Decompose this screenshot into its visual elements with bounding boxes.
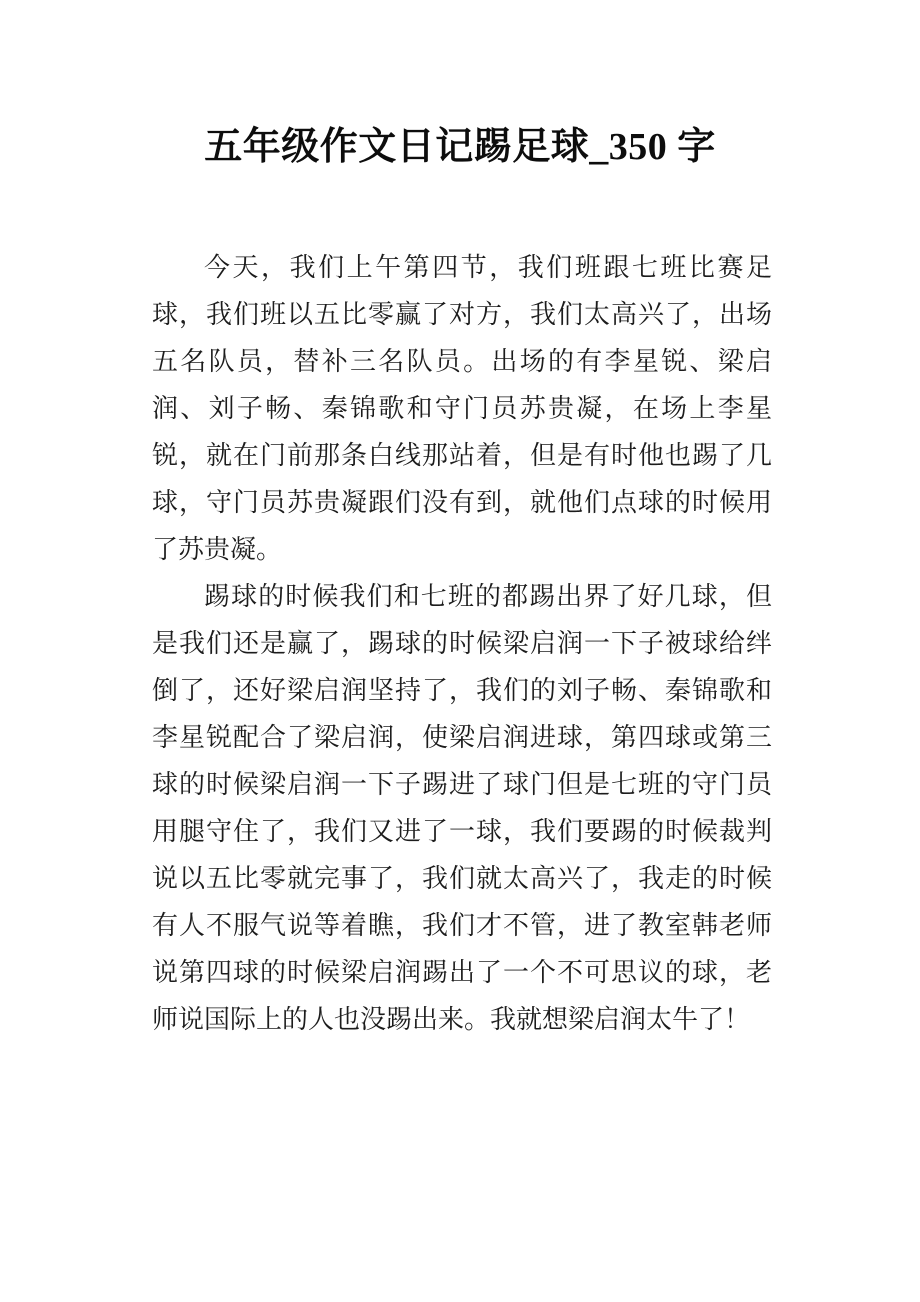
- paragraph: 今天，我们上午第四节，我们班跟七班比赛足球，我们班以五比零赢了对方，我们太高兴了，出场五名队员，替补三名队员。出场的有李星锐、梁启润、刘子畅、秦锦歌和守门员苏贵凝，在场上李星锐，就在门前那条白线那站着，但是有时他也踢了几球，守门员苏贵凝跟们没有到，就他们点球的时候用了苏贵凝。: [152, 253, 772, 564]
- document-title: 五年级作文日记踢足球_350 字: [204, 126, 716, 168]
- document-body: [152, 244, 772, 1043]
- paragraph: 踢球的时候我们和七班的都踢出界了好几球，但是我们还是赢了，踢球的时候梁启润一下子被球给绊倒了，还好梁启润坚持了，我们的刘子畅、秦锦歌和李星锐配合了梁启润，使梁启润进球，第四球或第三球的时候梁启润一下子踢进了球门但是七班的守门员用腿守住了，我们又进了一球，我们要踢的时候裁判说以五比零就完事了，我们就太高兴了，我走的时候有人不服气说等着瞧，我们才不管，进了教室韩老师说第四球的时候梁启润踢出了一个不可思议的球，老师说国际上的人也没踢出来。我就想梁启润太牛了！: [152, 582, 772, 1034]
